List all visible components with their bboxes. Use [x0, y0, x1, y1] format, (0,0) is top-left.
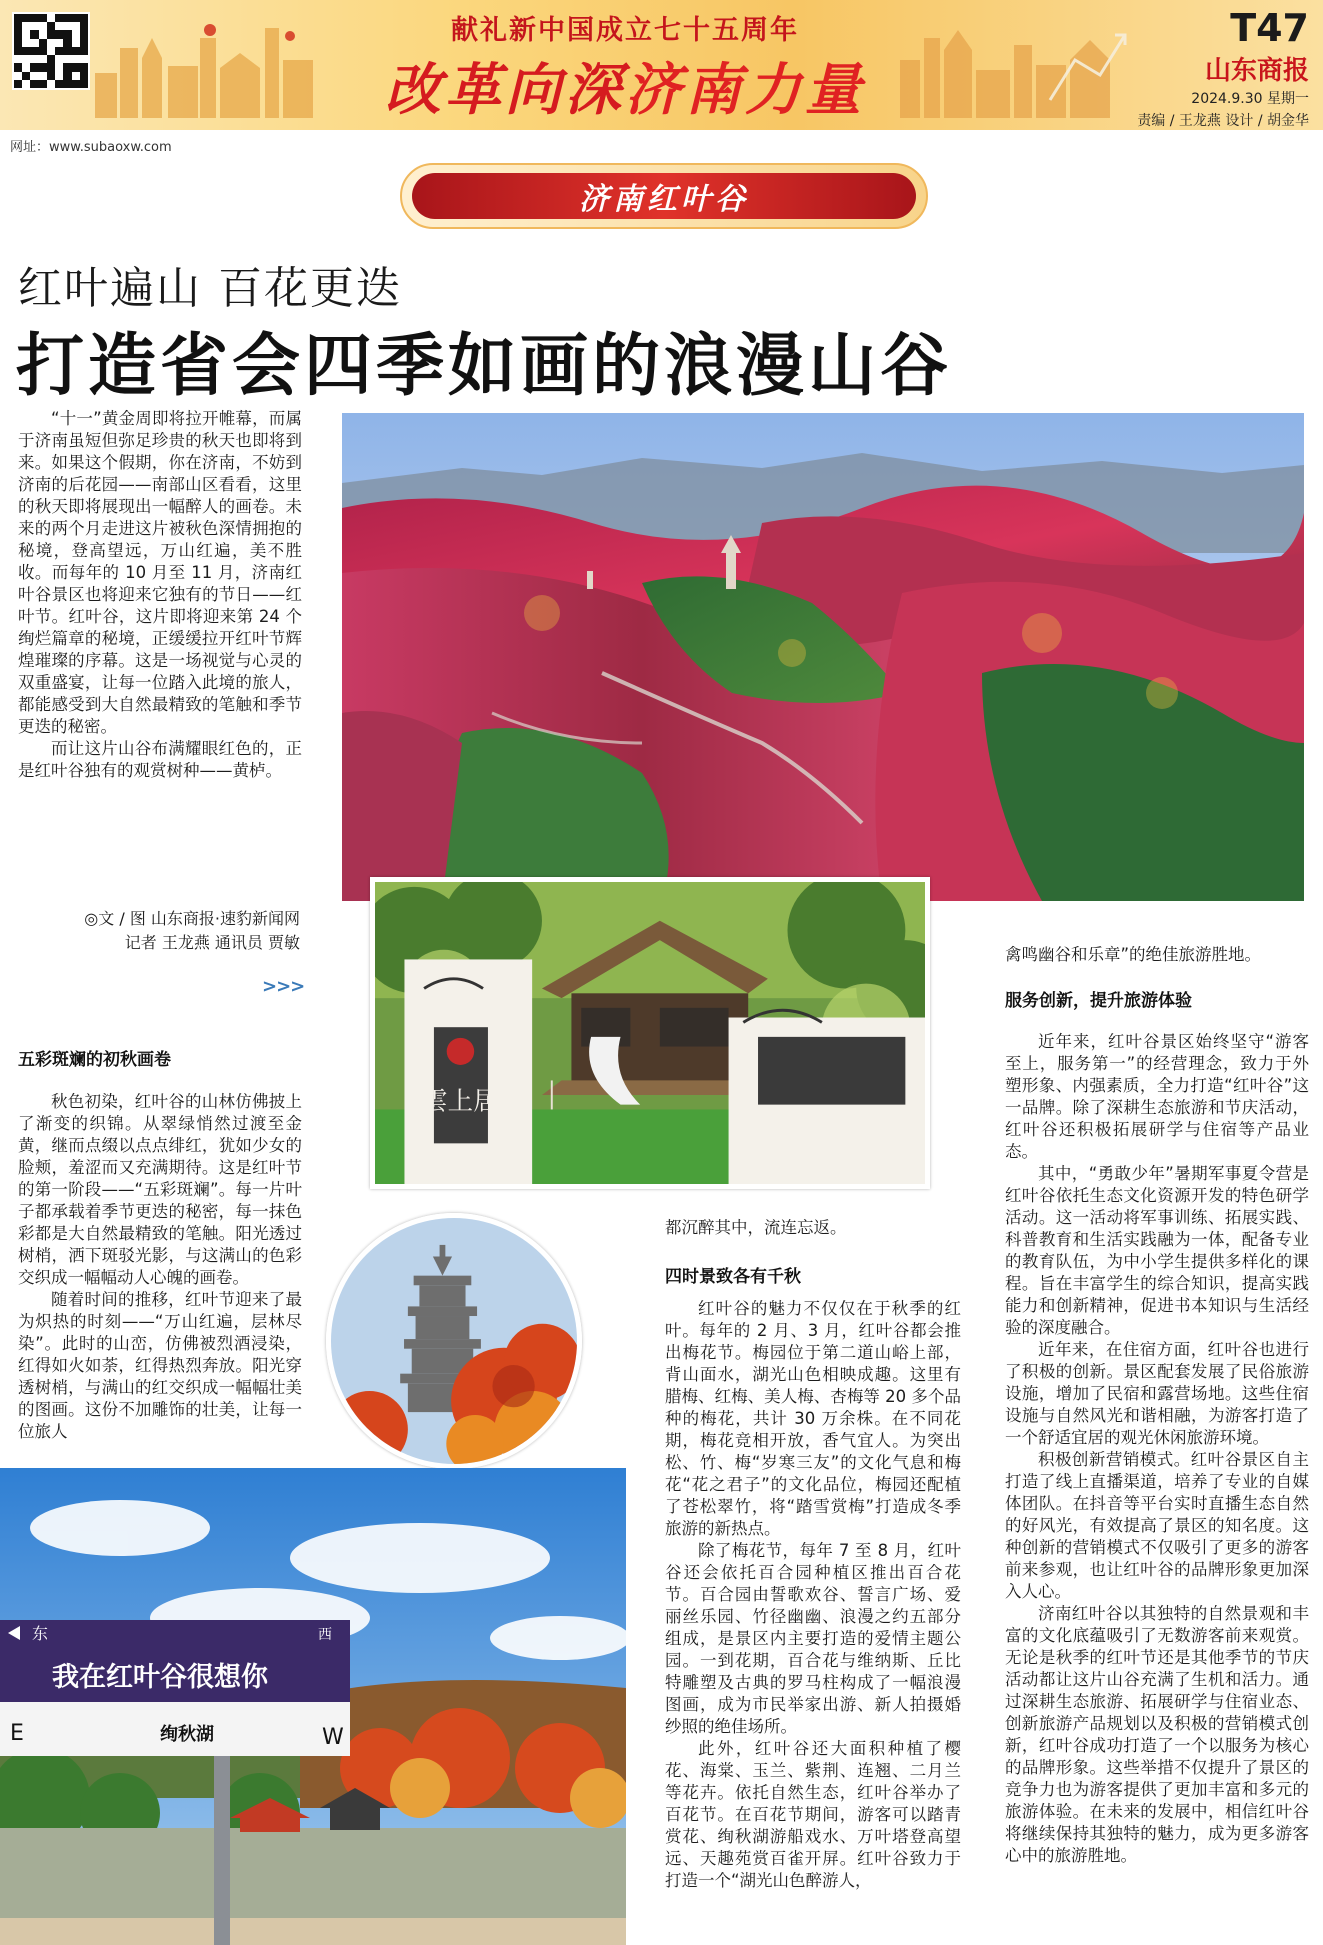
service-paragraph-2: 其中，“勇敢少年”暑期军事夏令营是红叶谷依托生态文化资源开发的特色研学活动。这一活动将军事训练、拓展实践、科普教育和生活实践融为一体，配备专业的教育队伍，为中小学生提供多样化的课程。旨在丰富学生的综合知识，提高实践能力和创新精神，促进书本知识与生活经验的深度融合。 [1005, 1164, 1309, 1337]
autumn-section-text [18, 1091, 302, 1443]
service-section-text [1005, 1031, 1309, 1867]
masthead-subtitle: 献礼新中国成立七十五周年 [451, 15, 799, 46]
pagoda-image [331, 1218, 577, 1464]
service-paragraph-5: 济南红叶谷以其独特的自然景观和丰富的文化底蕴吸引了无数游客前来观赏。无论是秋季的红叶节还是其他季节的节庆活动都让这片山谷充满了生机和活力。通过深耕生态旅游、拓展研学与住宿业态、创新旅游产品规划以及积极的营销模式创新，红叶谷成功打造了一个以服务为核心的品牌形象。这些举措不仅提升了景区的竞争力也为游客提供了更加丰富和多元的旅游体验。在未来的发展中，相信红叶谷将继续保持其独特的魅力，成为更多游客心中的旅游胜地。 [1005, 1604, 1309, 1865]
seasons-section-text [665, 1298, 961, 1892]
city-skyline-right-icon [900, 20, 1130, 118]
section-banner-label: 济南红叶谷 [579, 182, 749, 217]
byline-source: ◎文 / 图 山东商报·速豹新闻网 [84, 909, 300, 928]
masthead-title-part2: 济南力量 [625, 57, 865, 123]
article-kicker: 红叶遍山 百花更迭 [18, 263, 402, 314]
intro-paragraph-2: 而让这片山谷布满耀眼红色的，正是红叶谷独有的观赏树种——黄栌。 [18, 739, 302, 780]
continue-arrows: >>> [262, 976, 305, 997]
autumn-paragraph-1: 秋色初染，红叶谷的山林仿佛披上了渐变的织锦。从翠绿悄然过渡至金黄，继而点缀以点点绯红，犹如少女的脸颊，羞涩而又充满期待。这是红叶节的第一阶段——“五彩斑斓”。每一片叶子都承载着季节更迭的秘密，每一抹色彩都是大自然最精致的笔触。阳光透过树梢，洒下斑驳光影，与这满山的色彩交织成一幅幅动人心魄的画卷。 [18, 1092, 302, 1287]
city-skyline-left-icon [90, 18, 320, 118]
masthead-title [330, 46, 920, 126]
service-paragraph-3: 近年来，在住宿方面，红叶谷也进行了积极的创新。景区配套发展了民俗旅游设施，增加了民宿和露营场地。这些住宿设施与自然风光和谐相融，为游客打造了一个舒适宜居的观光休闲旅游环境。 [1005, 1340, 1309, 1447]
service-paragraph-4: 积极创新营销模式。红叶谷景区自主打造了线上直播渠道，培养了专业的自媒体团队。在抖音等平台实时直播生态自然的好风光，有效提高了景区的知名度。这种创新的营销模式不仅吸引了更多的游客前来参观，也让红叶谷的品牌形象更加深入人心。 [1005, 1450, 1309, 1601]
lake-sign-photo [0, 1468, 626, 1945]
placard-name: 雲上居 [422, 1085, 499, 1116]
issue-date: 2024.9.30 星期一 [1191, 91, 1309, 107]
seasons-paragraph-1: 红叶谷的魅力不仅仅在于秋季的红叶。每年的 2 月、3 月，红叶谷都会推出梅花节。梅园位于第二道山峪上部，背山面水，湖光山色相映成趣。这里有腊梅、红梅、美人梅、杏梅等 20 多个品种的梅花，共计 30 万余株。在不同花期，梅花竞相开放，香气宜人。为突出松、竹、梅“岁寒三友”的文化气息和梅花“花之君子”的文化品位，梅园还配植了苍松翠竹，将“踏雪赏梅”打造成冬季旅游的新热点。 [665, 1299, 961, 1538]
cabin-photo [370, 877, 930, 1189]
sign-letter-e: E [10, 1721, 24, 1746]
subhead-service: 服务创新，提升旅游体验 [1005, 991, 1192, 1011]
qr-code-icon[interactable] [12, 12, 90, 90]
subhead-four-seasons: 四时景致各有千秋 [665, 1267, 801, 1287]
sign-main-text: 我在红叶谷很想你 [52, 1662, 268, 1693]
red-leaf-valley-aerial-photo [342, 413, 1304, 901]
section-banner [400, 163, 928, 229]
seasons-paragraph-2: 除了梅花节，每年 7 至 8 月，红叶谷还会依托百合园种植区推出百合花节。百合园由誓歌欢谷、誓言广场、爱丽丝乐园、竹径幽幽、浪漫之约五部分组成，是景区内主要打造的爱情主题公园。一到花期，百合花与维纳斯、丘比特雕塑及古典的罗马柱构成了一幅浪漫图画，成为市民举家出游、新人拍摄婚纱照的绝佳场所。 [665, 1541, 961, 1736]
column2-continuation: 都沉醉其中，流连忘返。 [665, 1218, 847, 1237]
website-url[interactable]: 网址：www.subaoxw.com [10, 140, 172, 155]
sign-letter-w: W [322, 1725, 344, 1750]
section-banner-inner [412, 173, 916, 219]
editor-credits: 责编 / 王龙燕 设计 / 胡金华 [1137, 113, 1309, 129]
wooden-cabin-image [375, 882, 925, 1184]
article-headline: 打造省会四季如画的浪漫山谷 [16, 327, 953, 406]
autumn-paragraph-2: 随着时间的推移，红叶节迎来了最为炽热的时刻——“万山红遍，层林尽染”。此时的山峦，仿佛被烈酒浸染，红得如火如荼，红得热烈奔放。阳光穿透树梢，与满山的红交织成一幅幅壮美的图画。这份不加雕饰的壮美，让每一位旅人 [18, 1290, 302, 1441]
newspaper-name: 山东商报 [1204, 56, 1309, 86]
direction-sign [0, 1620, 350, 1756]
sign-west-label: 西 [318, 1627, 332, 1643]
aerial-landscape-image [342, 413, 1304, 901]
seasons-paragraph-3: 此外，红叶谷还大面积种植了樱花、海棠、玉兰、紫荆、连翘、二月兰等花卉。依托自然生态，红叶谷举办了百花节。在百花节期间，游客可以踏青赏花、绚秋湖游船戏水、万叶塔登高望远、天趣苑赏百雀开屏。红叶谷致力于打造一个“湖光山色醉游人， [665, 1739, 961, 1890]
subhead-autumn: 五彩斑斓的初秋画卷 [18, 1050, 171, 1070]
sign-east-label: 东 [32, 1624, 49, 1643]
masthead [0, 0, 1323, 130]
intro-paragraph-1: “十一”黄金周即将拉开帷幕，而属于济南虽短但弥足珍贵的秋天也即将到来。如果这个假期，你在济南，不妨到济南的后花园——南部山区看看，这里的秋天即将展现出一幅醉人的画卷。未来的两个月走进这片被秋色深情拥抱的秘境，登高望远，万山红遍，美不胜收。而每年的 10 月至 11 月，济南红叶谷景区也将迎来它独有的节日——红叶节。红叶谷，这片即将迎来第 24 个绚烂篇章的秘境，正缓缓拉开红叶节辉煌璀璨的序幕。这是一场视觉与心灵的双重盛宴，让每一位踏入此境的旅人，都能感受到大自然最精致的笔触和季节更迭的秘密。 [18, 409, 302, 736]
service-paragraph-1: 近年来，红叶谷景区始终坚守“游客至上，服务第一”的经营理念，致力于外塑形象、内强素质，全力打造“红叶谷”这一品牌。除了深耕生态旅游和节庆活动，红叶谷还积极拓展研学与住宿等产品业态。 [1005, 1032, 1309, 1161]
intro-text [18, 408, 302, 782]
masthead-title-part1: 改革向深 [385, 57, 625, 123]
pagoda-circle-photo [326, 1213, 582, 1469]
column3-continuation: 禽鸣幽谷和乐章”的绝佳旅游胜地。 [1005, 945, 1262, 964]
sign-lake-name: 绚秋湖 [160, 1724, 214, 1745]
page-number: T47 [1230, 6, 1309, 50]
byline-reporters: 记者 王龙燕 通讯员 贾敏 [124, 933, 300, 952]
